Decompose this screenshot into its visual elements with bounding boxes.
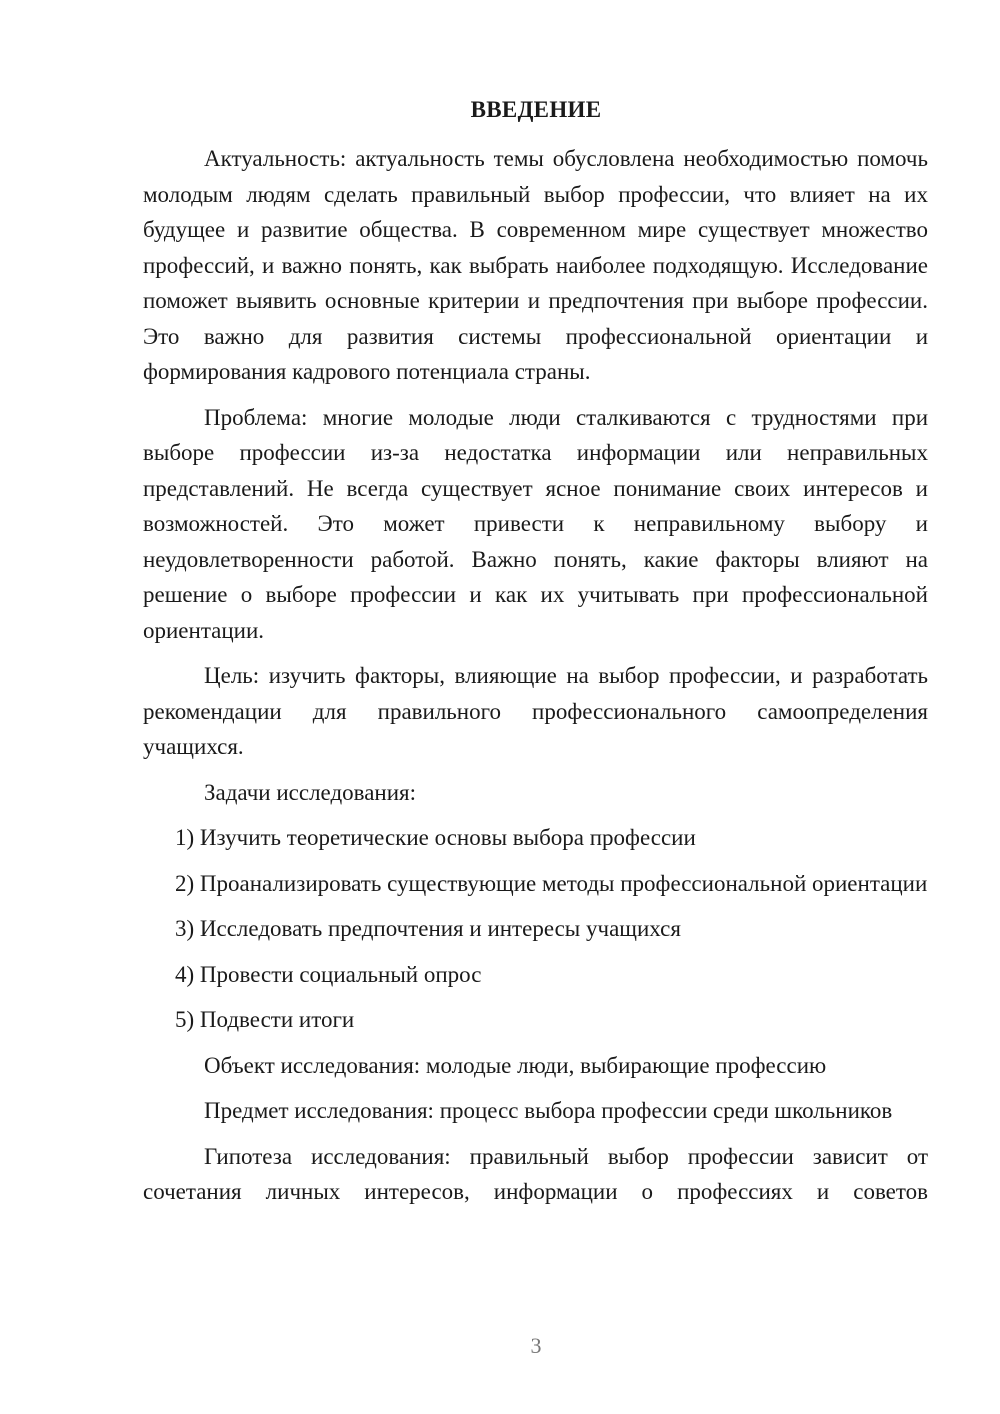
task-item-2: 2) Проанализировать существующие методы профессиональной ориентации <box>175 870 928 896</box>
document-body <box>143 141 928 1220</box>
page-title: ВВЕДЕНИЕ <box>470 97 602 122</box>
paragraph-problem: Проблема: многие молодые люди сталкиваются с трудностями при выборе профессии из-за недостатка информации или неправильных представлений. Не всегда существует ясное понимание своих интересов и возможностей. Это может привести к неправильному выбору и неудовлетворенности работой. Важно понять, какие факторы влияют на решение о выборе профессии и как их учитывать при профессиональной ориентации. <box>143 404 928 643</box>
paragraph-object: Объект исследования: молодые люди, выбирающие профессию <box>204 1052 827 1078</box>
paragraph-goal: Цель: изучить факторы, влияющие на выбор профессии, и разработать рекомендации для правильного профессионального самоопределения учащихся. <box>143 663 928 759</box>
paragraph-subject: Предмет исследования: процесс выбора профессии среди школьников <box>204 1098 893 1123</box>
task-item-3: 3) Исследовать предпочтения и интересы учащихся <box>175 916 681 941</box>
paragraph-hypothesis: Гипотеза исследования: правильный выбор профессии зависит от сочетания личных интересов, информации о профессиях и советов <box>143 1143 928 1204</box>
paragraph-relevance: Актуальность: актуальность темы обусловлена необходимостью помочь молодым людям сделать правильный выбор профессии, что влияет на их будущее и развитие общества. В современном мире существует множество профессий, и важно понять, как выбрать наиболее подходящую. Исследование поможет выявить основные критерии и предпочтения при выборе профессии. Это важно для развития системы профессиональной ориентации и формирования кадрового потенциала страны. <box>143 146 928 384</box>
task-item-1: 1) Изучить теоретические основы выбора профессии <box>175 825 696 850</box>
page-number: 3 <box>530 1333 542 1358</box>
task-item-5: 5) Подвести итоги <box>175 1007 355 1032</box>
task-item-4: 4) Провести социальный опрос <box>175 961 482 987</box>
paragraph-tasks-heading: Задачи исследования: <box>204 779 417 805</box>
